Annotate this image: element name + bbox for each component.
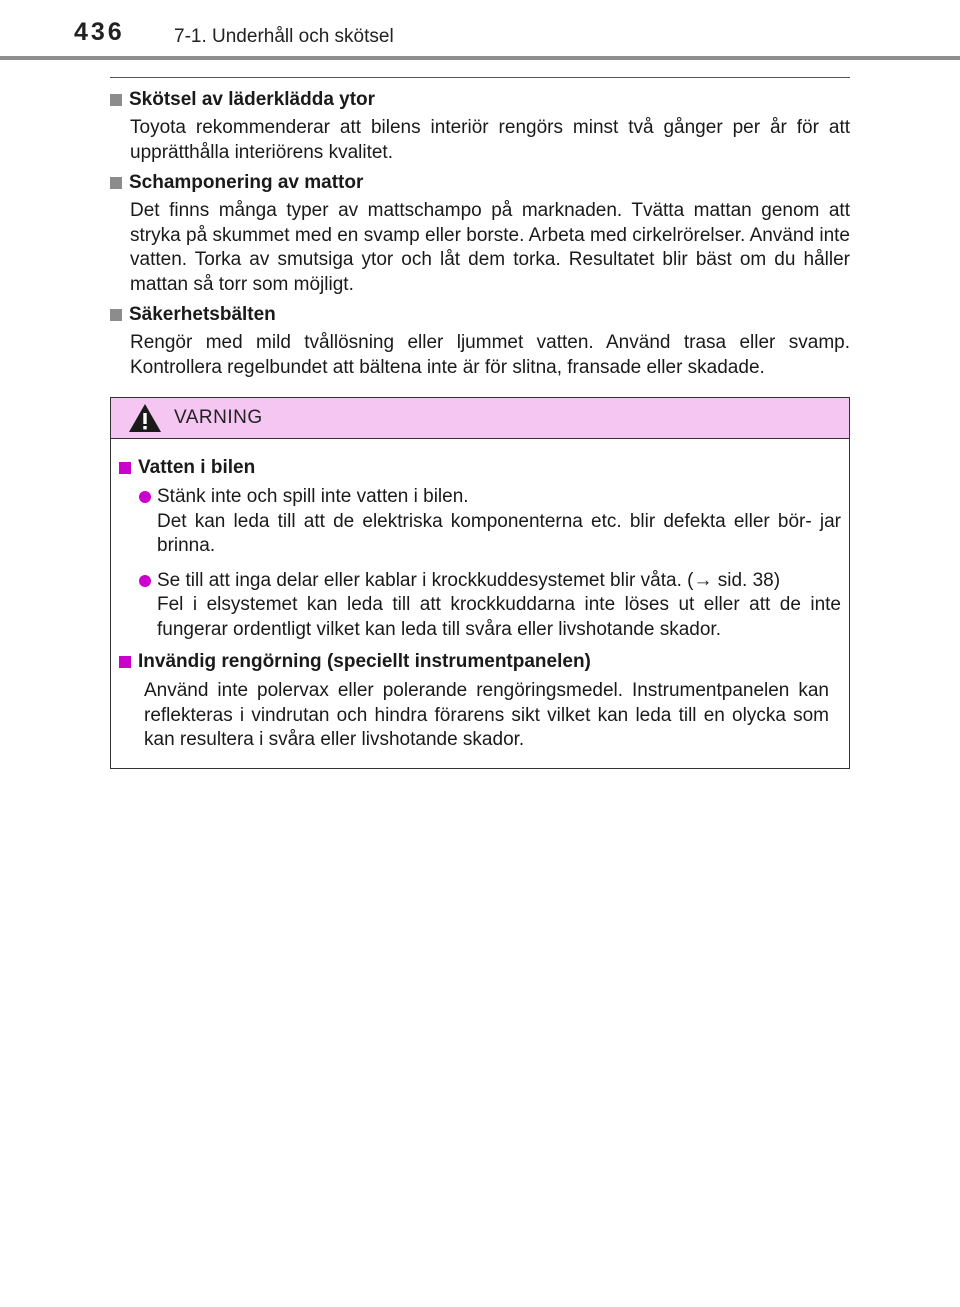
square-bullet-icon [110, 309, 122, 321]
section-text: Toyota rekommenderar att bilens interiör rengörs minst två gånger per år för att upprätthålla interiörens kvalitet. [130, 117, 850, 163]
warning-item-line: Det kan leda till att de elektriska komponenterna etc. blir defekta eller bör- jar brinna. [157, 510, 841, 556]
section-heading-text: Skötsel av läderklädda ytor [129, 89, 376, 110]
warning-paragraph: Använd inte polervax eller polerande rengöringsmedel. Instrumentpanelen kan reflekteras i vindrutan och hindra förarens sikt vilket kan leda till en olycka som kan resultera i svåra eller livshotande skador. [144, 680, 829, 750]
section-heading [110, 88, 850, 112]
warning-item-line: Se till att inga delar eller kablar i krockkuddesystemet blir våta. (→ sid. 38) [157, 569, 781, 591]
section-seatbelts [110, 303, 850, 380]
warning-list-item [139, 569, 841, 643]
warning-triangle-icon [128, 403, 162, 433]
warning-subheading [119, 650, 841, 674]
square-bullet-icon [110, 94, 122, 106]
warning-list-item [139, 485, 841, 559]
square-bullet-icon [110, 177, 122, 189]
circle-bullet-icon [139, 491, 151, 503]
circle-bullet-icon [139, 575, 151, 587]
warning-item-line: Stänk inte och spill inte vatten i bilen. [157, 486, 469, 507]
warning-item-line: Fel i elsystemet kan leda till att krockkuddarna inte löses ut eller att de inte fungerar ordentligt vilket kan leda till svåra eller livshotande skador. [157, 594, 841, 640]
square-bullet-icon [119, 656, 131, 668]
warning-box [110, 397, 850, 769]
section-heading [110, 171, 850, 195]
square-bullet-icon [119, 462, 131, 474]
section-heading [110, 303, 850, 327]
section-heading-text: Säkerhetsbälten [129, 304, 276, 325]
warning-subheading-text: Invändig rengörning (speciellt instrumentpanelen) [138, 651, 591, 672]
section-text: Det finns många typer av mattschampo på marknaden. Tvätta mattan genom att stryka på skummet med en svamp eller borste. Arbeta med cirkelrörelser. Använd inte vatten. Torka av smutsiga ytor och låt dem torka. Resultatet blir bäst om du håller mattan så torr som möjligt. [130, 200, 850, 295]
main-content [110, 88, 850, 386]
warning-header [111, 398, 849, 439]
warning-subheading [119, 456, 841, 480]
page-number: 436 [74, 18, 125, 46]
warning-subheading-text: Vatten i bilen [138, 457, 256, 478]
section-carpet-shampoo [110, 171, 850, 297]
section-heading-text: Schamponering av mattor [129, 172, 364, 193]
warning-body [111, 439, 849, 753]
section-rule [110, 77, 850, 78]
header-rule [0, 56, 960, 60]
section-leather-care [110, 88, 850, 165]
chapter-title: 7-1. Underhåll och skötsel [174, 26, 394, 47]
warning-title: VARNING [174, 407, 263, 428]
section-text: Rengör med mild tvållösning eller ljummet vatten. Använd trasa eller svamp. Kontrollera regelbundet att bältena inte är för slitna, fransade eller skadade. [130, 332, 850, 378]
